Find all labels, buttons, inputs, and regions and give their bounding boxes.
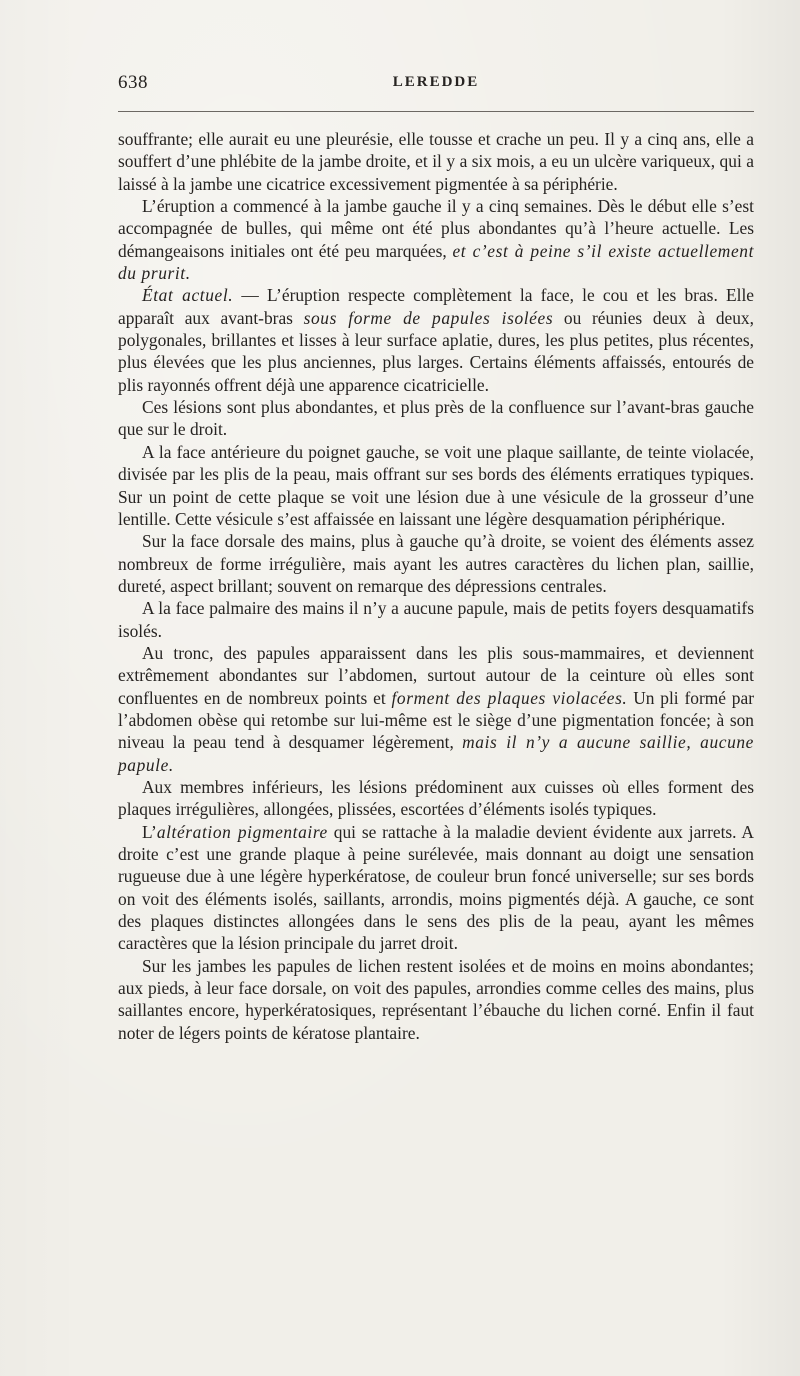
text-segment: A la face antérieure du poignet gauche, se voit une plaque saillante, de teinte violacée, divisée par les plis de la peau, mais offrant sur ses bords des éléments erratiques typiques. Sur un point de cette plaque se voit une lésion due à une vésicule de la grosseur d’une lentille. Cette vésicule s’est affaissée en laissant une légère desquamation périphérique. — [118, 441, 754, 529]
paragraph — [118, 195, 754, 284]
text-segment: A la face palmaire des mains il n’y a aucune papule, mais de petits foyers desquamatifs isolés. — [118, 598, 754, 641]
paragraph — [118, 776, 754, 821]
text-segment: ou réunies deux à deux, polygonales, brillantes et lisses à leur surface aplatie, dures, les plus petites, plus récentes, plus élevées que les plus anciennes, plus larges. Certains éléments affaissés, entourés de plis rayonnés offrent déjà une apparence cicatricielle. — [118, 307, 754, 395]
italic-text: État actuel. — [142, 285, 234, 306]
text-segment: Au tronc, des papules apparaissent dans les plis sous-mammaires, et deviennent extrêmement abondantes sur l’abdomen, surtout autour de la ceinture où elles sont confluentes en de nombreux points et — [118, 642, 754, 708]
header-rule — [118, 111, 754, 112]
italic-text: sous forme de papules isolées — [303, 307, 554, 328]
italic-text: forment des plaques violacées. — [391, 687, 628, 708]
body-text — [118, 128, 754, 1044]
paragraph — [118, 530, 754, 597]
page-number: 638 — [118, 72, 148, 93]
running-title: LEREDDE — [392, 74, 480, 90]
text-segment: Un pli formé par l’abdomen obèse qui retombe sur lui-même est le siège d’une pigmentation foncée; à son niveau la peau tend à desquamer légèrement, — [118, 687, 755, 753]
italic-text: altération pigmentaire — [156, 821, 328, 842]
text-segment: souffrante; elle aurait eu une pleurésie, elle tousse et crache un peu. Il y a cinq ans, elle a souffert d’une phlébite de la jambe droite, et il y a six mois, a eu un ulcère variqueux, qui a laissé à la jambe une cicatrice excessivement pigmentée à sa périphérie. — [118, 129, 754, 194]
paragraph — [118, 284, 754, 396]
text-segment: — L’éruption respecte complètement la face, le cou et les bras. Elle apparaît aux avant-bras — [118, 285, 754, 328]
italic-text: et c’est à peine s’il existe actuellement du prurit. — [118, 240, 754, 284]
text-segment: qui se rattache à la maladie devient évidente aux jarrets. A droite c’est une grande plaque à peine surélevée, mais donnant au doigt une sensation rugueuse due à une légère hyperkératose, de couleur brun foncé universelle; sur ses bords on voit des éléments isolés, saillants, arrondis, moins pigmentés déjà. A gauche, ce sont des plaques distinctes allongées dans le sens des plis de la peau, ayant les mêmes caractères que la lésion principale du jarret droit. — [118, 821, 754, 954]
paragraph — [118, 821, 754, 955]
page-header — [118, 72, 754, 102]
paragraph — [118, 128, 754, 195]
text-segment: Sur la face dorsale des mains, plus à gauche qu’à droite, se voient des éléments assez nombreux de forme irrégulière, mais ayant les autres caractères du lichen plan, saillie, dureté, aspect brillant; souvent on remarque des dépressions centrales. — [118, 531, 754, 596]
text-segment: Sur les jambes les papules de lichen restent isolées et de moins en moins abondantes; aux pieds, à leur face dorsale, on voit des papules, arrondies comme celles des mains, plus saillantes encore, hyperkératosiques, représentant l’ébauche du lichen corné. Enfin il faut noter de légers points de kératose plantaire. — [118, 955, 754, 1043]
paragraph — [118, 597, 754, 642]
text-segment: Ces lésions sont plus abondantes, et plus près de la confluence sur l’avant-bras gauche que sur le droit. — [118, 397, 754, 440]
italic-text: mais il n’y a aucune saillie, aucune papule. — [118, 732, 754, 775]
text-segment: L’éruption a commencé à la jambe gauche il y a cinq semaines. Dès le début elle s’est accompagnée de bulles, qui même ont été plus abondantes qu’à l’heure actuelle. Les démangeaisons initiales ont été peu marquées, — [118, 196, 754, 261]
paragraph — [118, 396, 754, 441]
paragraph — [118, 441, 754, 530]
paragraph — [118, 642, 754, 776]
text-segment: L’ — [142, 821, 157, 842]
text-segment: Aux membres inférieurs, les lésions prédominent aux cuisses où elles forment des plaques irrégulières, allongées, plissées, escortées d’éléments isolés typiques. — [118, 776, 754, 820]
paragraph — [118, 955, 754, 1044]
